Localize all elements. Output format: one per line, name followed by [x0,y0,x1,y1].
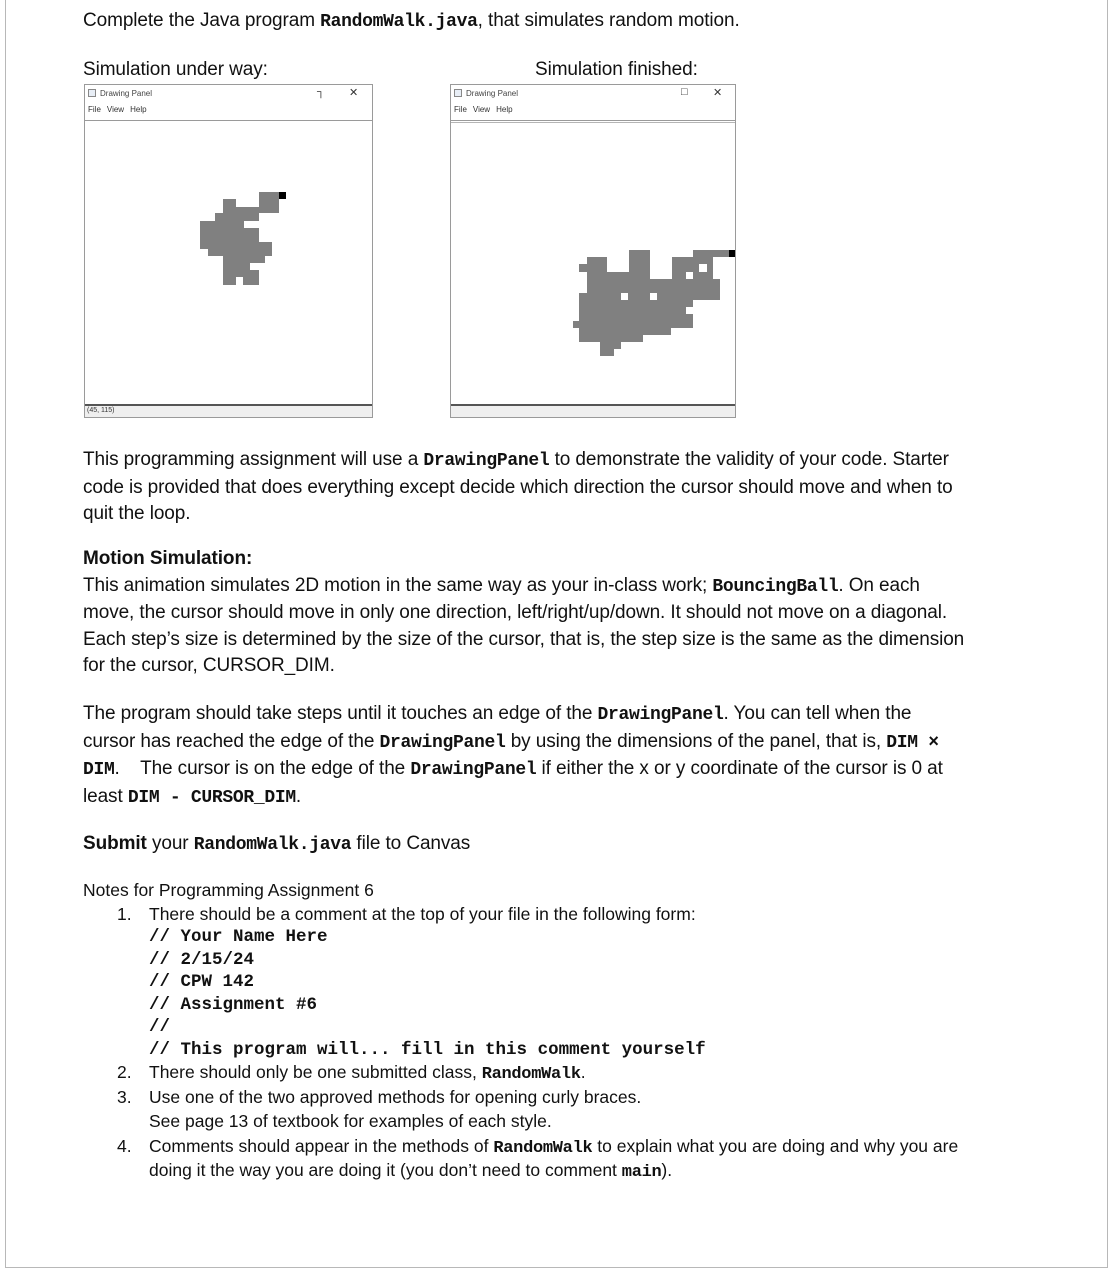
right-caption: Simulation finished: [535,59,698,80]
intro-line [83,8,740,36]
code-bouncingball: BouncingBall [712,576,839,597]
window-titlebar [451,85,735,103]
window-titlebar [85,85,372,103]
drawing-canvas [85,121,372,406]
intro-filename: RandomWalk.java [320,12,478,32]
menu-view[interactable]: View [472,105,491,114]
note-item-3: 3. Use one of the two approved methods for opening curly braces. See page 13 of textbook for examples of each style. [117,1086,642,1131]
maximize-icon[interactable]: ┐ [317,86,325,98]
drawing-panel-window-finished [450,84,736,418]
walk-cursor [279,192,286,199]
walk-cursor [729,250,735,257]
random-walk-trail [573,250,735,356]
status-coordinates [451,404,735,417]
intro-text-end: , that simulates random motion. [477,10,740,31]
menu-file[interactable]: File [454,105,467,114]
java-app-icon [454,89,462,97]
code-drawingpanel: DrawingPanel [423,451,550,471]
java-app-icon [88,89,96,97]
window-title: Drawing Panel [100,89,153,98]
menu-divider [451,120,735,121]
motion-heading: Motion Simulation: [83,548,253,569]
drawing-panel-window-running [84,84,373,418]
comment-template: // Your Name Here // 2/15/24 // CPW 142 // Assignment #6 // // This program will... fill in this comment yourself [149,927,706,1060]
notes-heading: Notes for Programming Assignment 6 [83,880,374,900]
motion-section: Motion Simulation: This animation simulates 2D motion in the same way as your in-class work; BouncingBall. On each move, the cursor should move in only one direction, left/right/up/down. It should not move on a diagonal. Each step’s size is determined by the size of the cursor, that is, the step size is the same as the dimension for the cursor, CURSOR_DIM. [83,548,965,676]
close-icon[interactable]: ✕ [713,87,723,99]
status-coordinates: (45, 115) [85,404,372,417]
random-walk-trail [200,192,279,285]
note-item-1: 1. There should be a comment at the top of your file in the following form: [117,903,696,924]
submit-line: Submit your RandomWalk.java file to Canvas [83,833,471,855]
menu-help[interactable]: Help [496,105,513,114]
menu-help[interactable]: Help [130,105,147,114]
intro-paragraph: This programming assignment will use a DrawingPanel to demonstrate the validity of your code. Starter code is provided that does everything except decide which direction the cursor should move and when to quit the loop. [83,449,953,524]
menu-view[interactable]: View [106,105,125,114]
drawing-canvas [451,123,735,406]
maximize-icon[interactable]: □ [681,86,688,98]
note-item-2: 2. There should only be one submitted class, RandomWalk. [117,1062,586,1084]
menu-bar [85,105,372,119]
intro-text: Complete the Java program [83,10,321,31]
menu-file[interactable]: File [88,105,101,114]
menu-bar [451,105,735,119]
left-caption: Simulation under way: [83,59,268,80]
notes-section [83,879,1043,1184]
note-item-4: 4. Comments should appear in the methods of RandomWalk to explain what you are doing and why you are doing it the way you are doing it (you don’t need to comment main). [117,1135,959,1182]
edge-paragraph: The program should take steps until it touches an edge of the DrawingPanel. You can tell when the cursor has reached the edge of the DrawingPanel by using the dimensions of the panel, that is, DIM × DIM. The cursor is on the edge of the DrawingPanel if either the x or y coordinate of the cursor is 0 at least DIM - CURSOR_DIM. [83,703,943,808]
window-title: Drawing Panel [466,89,519,98]
close-icon[interactable]: ✕ [349,87,359,99]
